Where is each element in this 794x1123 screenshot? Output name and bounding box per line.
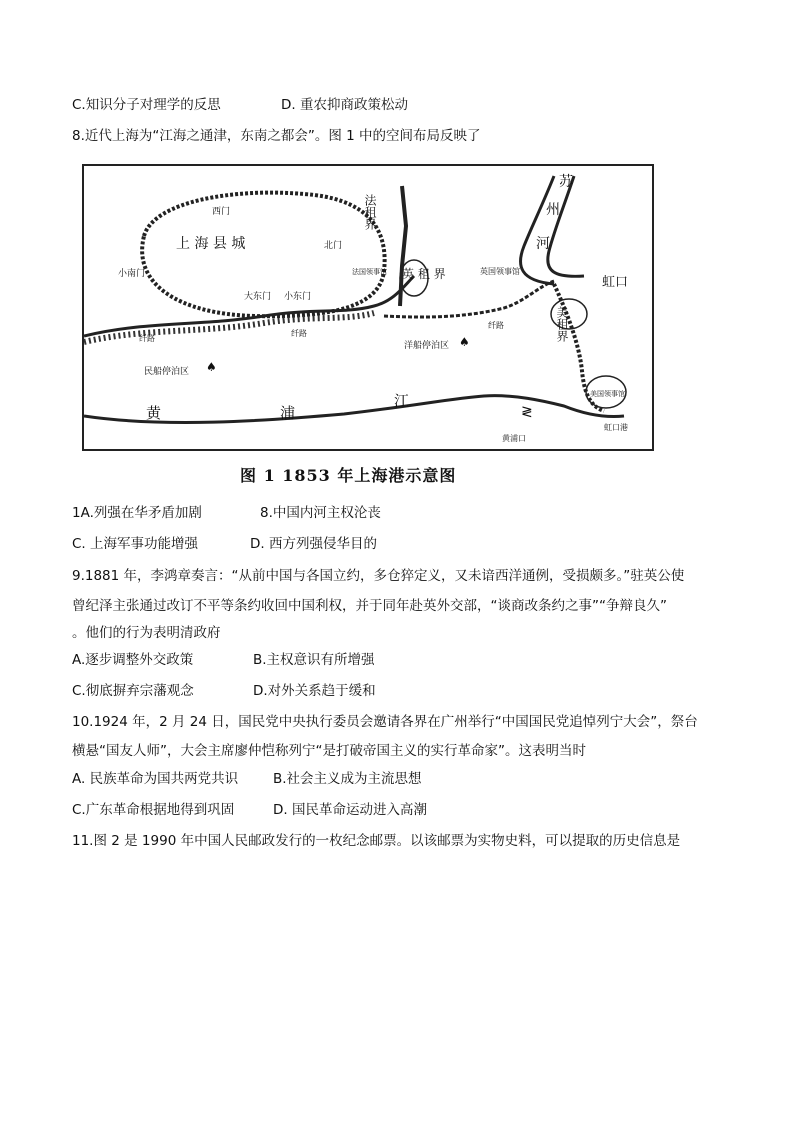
- q8-option-d: D. 西方列强侵华目的: [250, 536, 377, 552]
- label-ying-consulate: 英国领事馆: [480, 267, 520, 276]
- q10-option-c: C.广东革命根据地得到巩固: [72, 802, 235, 818]
- label-shanghai-county: 上 海 县 城: [176, 236, 246, 252]
- label-mei-consulate: 美国领事馆: [590, 390, 625, 398]
- label-fa-consulate: 法国领事馆: [352, 268, 387, 276]
- q10-option-d: D. 国民革命运动进入高潮: [273, 802, 427, 818]
- q10-stem-line2: 横悬“国友人师”，大会主席廖仲恺称列宁“是打破帝国主义的实行革命家”。这表明当时: [72, 743, 586, 759]
- label-hongkou-gang: 虹口港: [604, 423, 628, 432]
- label-mei-zujie: 美租界: [555, 306, 569, 342]
- q9-option-b: B.主权意识有所增强: [253, 652, 375, 668]
- suzhou-creek-east: [548, 176, 584, 276]
- label-fa-zujie: 法租界: [363, 194, 377, 230]
- huangpu-south-bank: [84, 396, 624, 423]
- q7-option-c: C.知识分子对理学的反思: [72, 97, 221, 113]
- label-bei-men: 北门: [324, 241, 343, 251]
- q9-stem-line2: 曾纪泽主张通过改订不平等条约收回中国利权，并于同年赴英外交部，“谈商改条约之事”“争辩良久”: [72, 598, 667, 614]
- q11-stem: 11.图 2 是 1990 年中国人民邮政发行的一枚纪念邮票。以该邮票为实物史料，可以提取的历史信息是: [72, 833, 681, 849]
- label-fa-zujie-group: [363, 193, 377, 230]
- q8-option-c: C. 上海军事功能增强: [72, 536, 199, 552]
- q9-stem-line3: 。他们的行为表明清政府: [72, 625, 221, 641]
- q8-option-b: 8.中国内河主权沦丧: [260, 505, 381, 521]
- label-zhou: 州: [546, 202, 560, 218]
- label-xi-men: 西门: [212, 207, 231, 217]
- label-qianlu-3: 纤路: [488, 321, 504, 330]
- q9-option-c: C.彻底摒弃宗藩观念: [72, 683, 194, 699]
- label-mei-zujie-group: [555, 306, 569, 342]
- label-qianlu-1: 纤路: [139, 334, 155, 343]
- label-xiaodong-men: 小东门: [284, 292, 312, 302]
- label-jiang: 江: [394, 392, 410, 410]
- q10-option-a: A. 民族革命为国共两党共识: [72, 771, 239, 787]
- map-drawing: [84, 166, 652, 449]
- bund-bank: [384, 281, 554, 317]
- q9-option-d: D.对外关系趋于缓和: [253, 683, 376, 699]
- label-huangpu-kou: 黄浦口: [502, 434, 526, 443]
- label-su: 苏: [559, 174, 573, 190]
- label-qianlu-2: 纤路: [291, 329, 307, 338]
- shanghai-port-map: [82, 164, 654, 451]
- q8-option-a: 1A.列强在华矛盾加剧: [72, 505, 202, 521]
- yangchuan-anchor-icon: ♠: [459, 335, 470, 349]
- label-pu: 浦: [280, 404, 296, 422]
- label-dadong-men: 大东门: [244, 292, 272, 302]
- label-ying-zujie: 英 租 界: [402, 267, 446, 281]
- label-yangchuan: 洋船停泊区: [404, 341, 450, 351]
- label-xiaonan-men: 小南门: [118, 269, 146, 279]
- minchuan-anchor-icon: ♠: [206, 360, 217, 374]
- figure-1-caption: 图 1 1853 年上海港示意图: [240, 466, 457, 485]
- q8-stem: 8.近代上海为“江海之通津，东南之都会”。图 1 中的空间布局反映了: [72, 128, 481, 144]
- label-he: 河: [536, 236, 550, 252]
- label-huang: 黄: [146, 404, 162, 422]
- q10-stem-line1: 10.1924 年，2 月 24 日，国民党中央执行委员会邀请各界在广州举行“中国国民党追悼列宁大会”，祭台: [72, 714, 698, 730]
- q10-option-b: B.社会主义成为主流思想: [273, 771, 422, 787]
- label-hongkou: 虹口: [602, 275, 629, 290]
- q9-stem-line1: 9.1881 年，李鸿章奏言：“从前中国与各国立约，多仓猝定义，又未谙西洋通例，受损颇多。”驻英公使: [72, 568, 685, 584]
- label-minchuan: 民船停泊区: [144, 367, 190, 377]
- q9-option-a: A.逐步调整外交政策: [72, 652, 194, 668]
- q7-option-d: D. 重农抑商政策松动: [281, 97, 408, 113]
- huangpukou-marker-icon: ≷: [521, 404, 533, 420]
